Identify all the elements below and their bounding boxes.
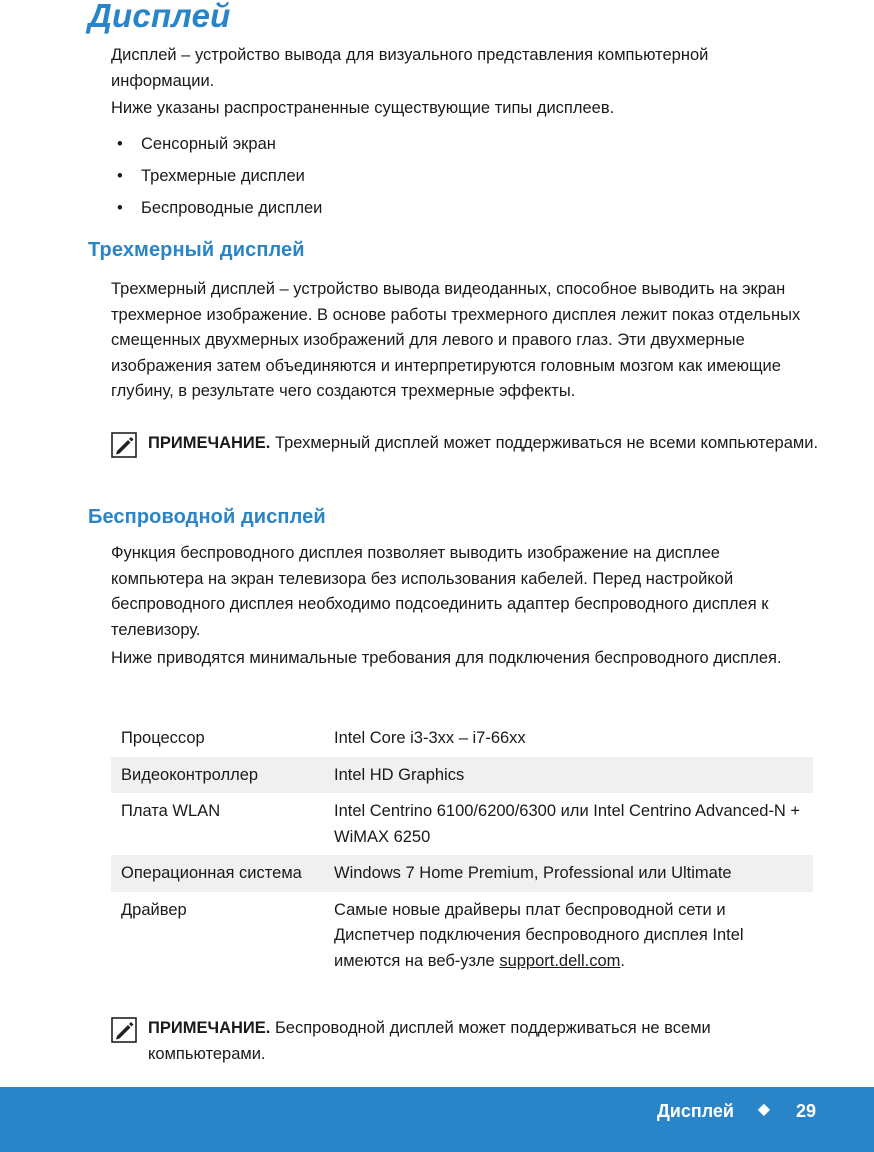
requirements-table xyxy=(111,720,813,979)
diamond-icon: ◆ xyxy=(757,1101,770,1118)
intro-types-paragraph: Ниже указаны распространенные существующие типы дисплеев. xyxy=(111,99,615,117)
note-label: ПРИМЕЧАНИЕ. xyxy=(148,1019,271,1037)
intro-paragraph: Дисплей – устройство вывода для визуального представления компьютерной информации. xyxy=(111,46,709,90)
list-item xyxy=(111,192,322,224)
page-title: Дисплей xyxy=(88,0,231,34)
note-label: ПРИМЕЧАНИЕ. xyxy=(148,434,271,452)
requirement-value xyxy=(324,892,813,980)
requirements-intro-paragraph: Ниже приводятся минимальные требования для подключения беспроводного дисплея. xyxy=(111,649,782,667)
requirement-value: Intel HD Graphics xyxy=(324,757,813,794)
requirement-name: Видеоконтроллер xyxy=(111,757,324,794)
footer-section-title: Дисплей xyxy=(656,1101,734,1121)
pencil-note-icon xyxy=(111,1017,137,1043)
note-wireless xyxy=(111,1016,821,1067)
section-heading-3d: Трехмерный дисплей xyxy=(88,239,305,261)
table-row xyxy=(111,855,813,892)
requirement-value: Intel Core i3-3xx – i7-66xx xyxy=(334,729,526,747)
table-row xyxy=(111,793,813,855)
section-wireless-paragraph: Функция беспроводного дисплея позволяет выводить изображение на дисплее компьютера на экран телевизора без использования кабелей. Перед настройкой беспроводного дисплея необходимо подсоединить адаптер беспроводного дисплея к телевизору. xyxy=(111,544,769,639)
pencil-note-icon xyxy=(111,432,137,458)
bullet-marker: • xyxy=(117,167,123,185)
requirement-name: Процессор xyxy=(121,729,205,747)
list-item-label: Беспроводные дисплеи xyxy=(141,199,323,217)
list-item-label: Сенсорный экран xyxy=(141,135,276,153)
driver-text: Самые новые драйверы плат беспроводной сети и Диспетчер подключения беспроводного дисплея Intel имеются на веб-узле xyxy=(334,900,744,970)
table-row xyxy=(111,757,813,794)
note-body xyxy=(148,431,818,458)
requirement-value: Intel Centrino 6100/6200/6300 или Intel Centrino Advanced-N + WiMAX 6250 xyxy=(334,802,801,846)
note-text: Беспроводной дисплей может поддерживаться не всеми компьютерами. xyxy=(148,1019,711,1063)
page-number: 29 xyxy=(795,1101,816,1121)
table-row xyxy=(111,892,813,980)
section-3d-paragraph: Трехмерный дисплей – устройство вывода видеоданных, способное выводить на экран трехмерное изображение. В основе работы трехмерного дисплея лежит показ отдельных смещенных двухмерных изображений для левого и правого глаз. Эти двухмерные изображения затем объединяются и интерпретируются головным мозгом как имеющие глубину, в результате чего создаются трехмерные эффекты. xyxy=(111,280,801,400)
note-3d xyxy=(111,431,821,458)
bullet-marker: • xyxy=(117,199,123,217)
support-link[interactable]: support.dell.com xyxy=(499,951,621,970)
requirement-name: Плата WLAN xyxy=(121,802,221,820)
note-body xyxy=(148,1016,821,1067)
list-item-label: Трехмерные дисплеи xyxy=(141,167,305,185)
driver-text-end: . xyxy=(620,951,625,970)
note-text: Трехмерный дисплей может поддерживаться не всеми компьютерами. xyxy=(274,434,819,452)
section-heading-wireless: Беспроводной дисплей xyxy=(88,506,326,528)
page-footer xyxy=(0,1087,874,1152)
list-item xyxy=(111,128,322,160)
requirement-name: Операционная система xyxy=(111,855,324,892)
requirement-name: Драйвер xyxy=(121,900,187,919)
list-item xyxy=(111,160,322,192)
bullet-marker: • xyxy=(117,135,123,153)
display-types-list xyxy=(111,128,322,224)
table-row xyxy=(111,720,813,757)
requirement-value: Windows 7 Home Premium, Professional или Ultimate xyxy=(324,855,813,892)
